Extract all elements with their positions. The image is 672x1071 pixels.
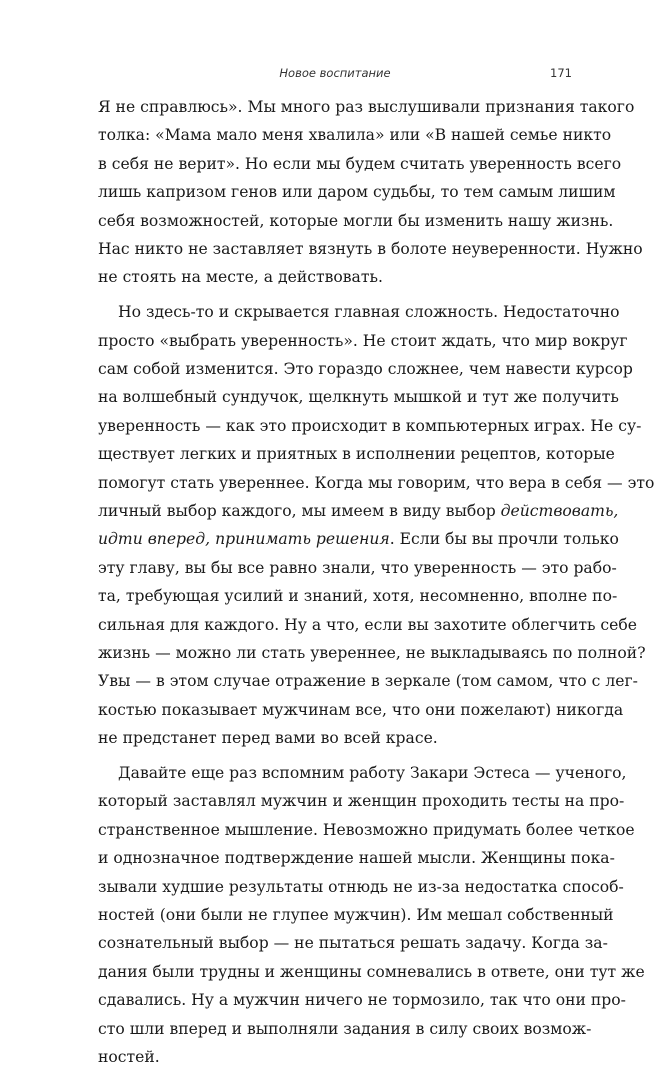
text-line	[98, 355, 633, 383]
text-run: ностей (они были не глупее мужчин). Им мешал собственный	[98, 905, 614, 924]
text-run: костью показывает мужчинам все, что они пожелают) никогда	[98, 700, 624, 719]
body-text	[98, 93, 655, 1071]
italic-text: действовать,	[500, 501, 619, 520]
text-line	[98, 383, 619, 411]
text-run: странственное мышление. Невозможно придумать более четкое	[98, 820, 635, 839]
running-header	[98, 66, 572, 82]
text-run: себя возможностей, которые могли бы изменить нашу жизнь.	[98, 211, 614, 230]
text-run: ностей.	[98, 1047, 160, 1066]
page-number: 171	[550, 66, 572, 80]
text-line	[98, 178, 616, 206]
text-run: уверенность — как это происходит в компьютерных играх. Не су-	[98, 416, 642, 435]
text-run: лишь капризом генов или даром судьбы, то тем самым лишим	[98, 183, 616, 202]
text-line	[98, 759, 627, 787]
text-line	[98, 497, 619, 525]
text-run: на волшебный сундучок, щелкнуть мышкой и тут же получить	[98, 388, 619, 407]
text-run: сто шли вперед и выполняли задания в силу своих возмож-	[98, 1019, 592, 1038]
text-line	[98, 667, 638, 695]
text-line	[98, 986, 626, 1014]
text-line	[98, 816, 635, 844]
text-run: эту главу, вы бы все равно знали, что уверенность — это рабо-	[98, 558, 617, 577]
text-run: ществует легких и приятных в исполнении рецептов, которые	[98, 445, 615, 464]
text-line	[98, 554, 617, 582]
text-line	[98, 440, 615, 468]
text-line	[98, 929, 608, 957]
italic-text: идти вперед, принимать решения	[98, 530, 390, 549]
text-run: жизнь — можно ли стать увереннее, не выкладываясь по полной?	[98, 643, 646, 662]
text-line	[98, 787, 625, 815]
text-run: Но здесь-то и скрывается главная сложность. Недостаточно	[118, 303, 620, 322]
text-line	[98, 93, 635, 121]
text-line	[98, 327, 628, 355]
text-run: который заставлял мужчин и женщин проходить тесты на про-	[98, 792, 625, 811]
text-line	[98, 611, 637, 639]
text-run: не предстанет перед вами во всей красе.	[98, 729, 438, 748]
text-run: Давайте еще раз вспомним работу Закари Эстеса — ученого,	[118, 763, 627, 782]
text-run: в себя не верит». Но если мы будем считать уверенность всего	[98, 154, 622, 173]
text-run: зывали худшие результаты отнюдь не из-за недостатка способ-	[98, 877, 624, 896]
text-line	[98, 298, 620, 326]
text-run: . Если бы вы прочли только	[389, 530, 619, 549]
text-run: Я не справлюсь». Мы много раз выслушивали признания такого	[98, 98, 635, 116]
text-line	[98, 873, 624, 901]
text-run: личный выбор каждого, мы имеем в виду выбор	[98, 501, 501, 520]
text-line	[98, 639, 646, 667]
text-run: Увы — в этом случае отражение в зеркале (том самом, что с лег-	[98, 672, 638, 691]
text-run: просто «выбрать уверенность». Не стоит ждать, что мир вокруг	[98, 331, 628, 350]
text-run: и однозначное подтверждение нашей мысли. Женщины пока-	[98, 849, 615, 868]
text-run: сам собой изменится. Это гораздо сложнее, чем навести курсор	[98, 360, 633, 379]
text-run: помогут стать увереннее. Когда мы говорим, что вера в себя — это	[98, 473, 655, 492]
text-run: сознательный выбор — не пытаться решать задачу. Когда за-	[98, 934, 608, 953]
text-line	[98, 235, 643, 263]
text-line	[98, 525, 619, 553]
text-line	[98, 724, 572, 752]
text-run: та, требующая усилий и знаний, хотя, несомненно, вполне по-	[98, 587, 618, 606]
text-line	[98, 469, 655, 497]
text-run: Нас никто не заставляет вязнуть в болоте неуверенности. Нужно	[98, 239, 643, 258]
text-line	[98, 958, 645, 986]
text-line	[98, 582, 618, 610]
text-run: дания были трудны и женщины сомневались в ответе, они тут же	[98, 962, 645, 981]
text-line	[98, 1015, 592, 1043]
text-line	[98, 901, 614, 929]
text-line	[98, 844, 615, 872]
text-line	[98, 121, 612, 149]
text-run: сдавались. Ну а мужчин ничего не тормозило, так что они про-	[98, 991, 626, 1010]
running-title: Новое воспитание	[279, 66, 391, 80]
text-line	[98, 696, 624, 724]
text-line	[98, 412, 642, 440]
text-run: толка: «Мама мало меня хвалила» или «В нашей семье никто	[98, 126, 612, 145]
text-line	[98, 263, 572, 291]
text-run: сильная для каждого. Ну а что, если вы захотите облегчить себе	[98, 615, 637, 634]
text-line	[98, 1043, 572, 1071]
text-line	[98, 207, 614, 235]
text-line	[98, 150, 622, 178]
text-run: не стоять на месте, а действовать.	[98, 268, 383, 287]
